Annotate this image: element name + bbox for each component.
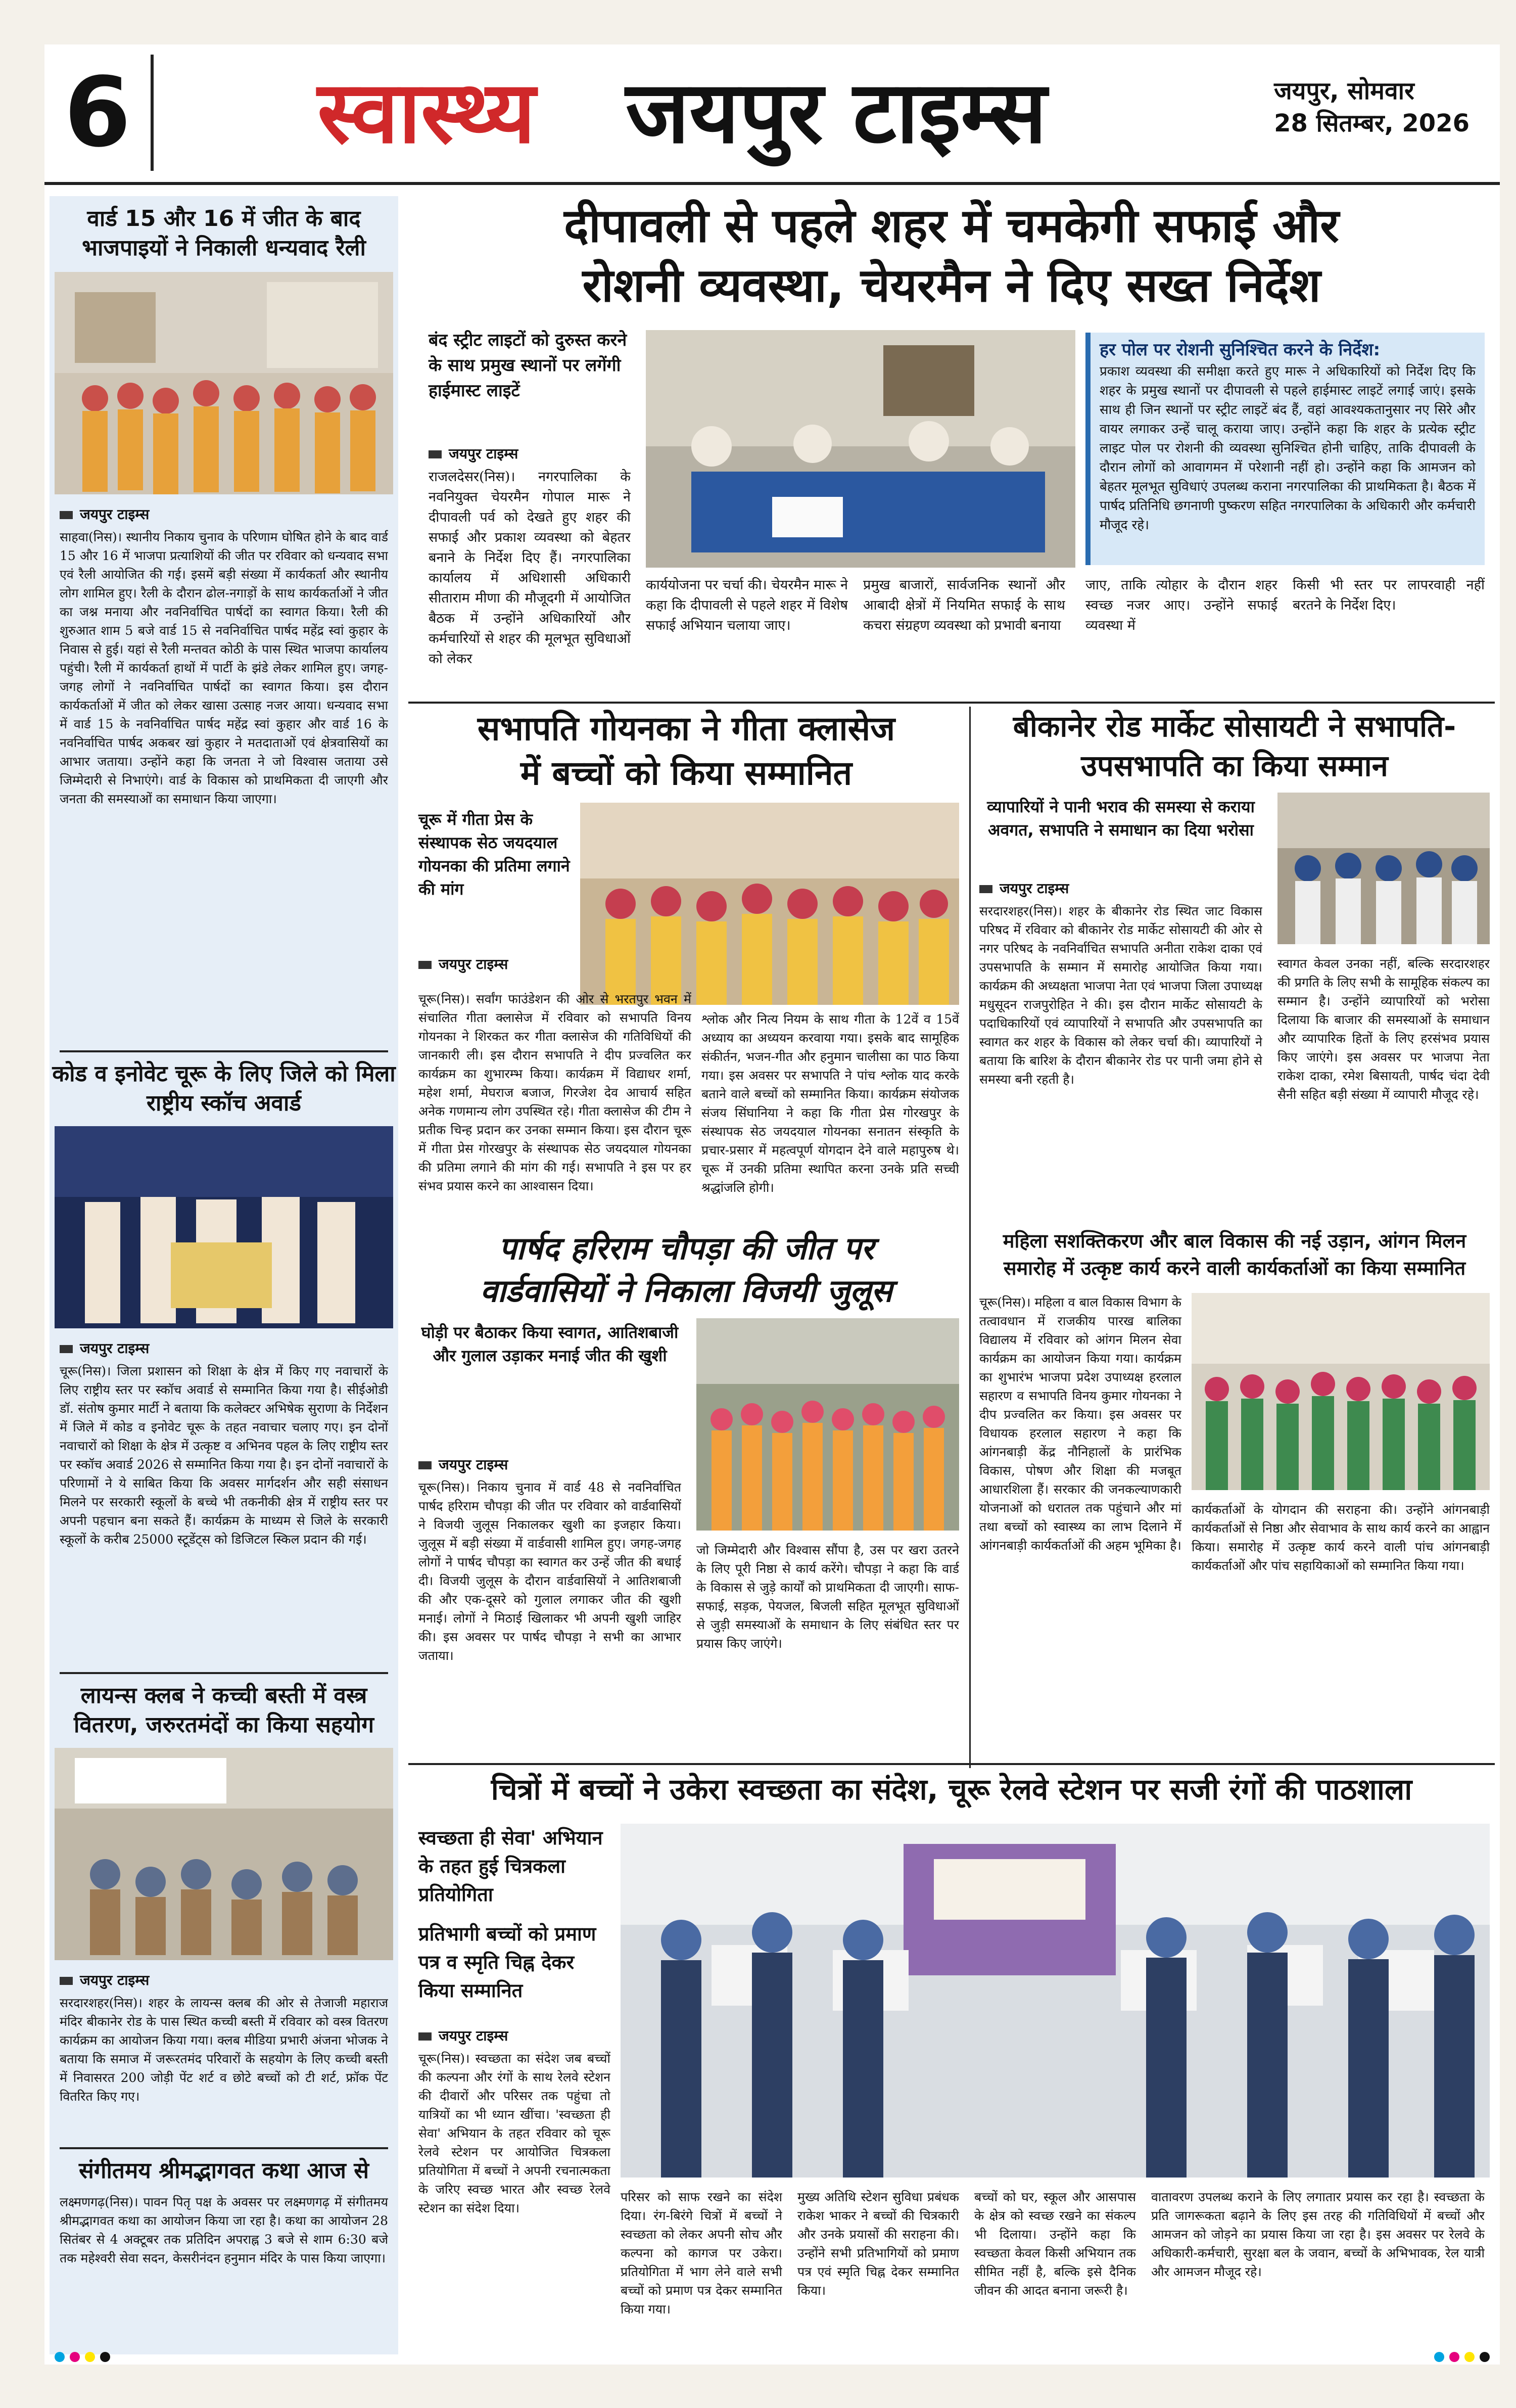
painting-photo: [621, 1824, 1490, 2178]
dateline: [1274, 75, 1470, 140]
left-divider-1: [60, 1050, 388, 1052]
procession-photo-image: [696, 1318, 959, 1531]
story4-body: लक्ष्मणगढ़(निस)। पावन पितृ पक्ष के अवसर पर लक्ष्मणगढ़ में संगीतमय श्रीमद्भागवत कथा का आयोजन किया जा रहा है। कथा का आयोजन 28 सितंबर से 4 अक्टूबर तक प्रतिदिन अपराह्न 3 बजे से शाम 6:30 बजे तक महेश्वरी सेवा सदन, केसरीनंदन हनुमान मंदिर के पास किया जाएगा।: [60, 2195, 388, 2265]
painting-body-2: परिसर को साफ रखने का संदेश दिया। रंग-बिरंगे चित्रों में बच्चों ने स्वच्छता को लेकर अपनी सोच और कल्पना को कागज पर उकेरा। प्रतियोगिता में भाग लेने वाले सभी बच्चों को प्रमाण पत्र देकर सम्मानित किया गया।: [621, 2190, 782, 2317]
lead-body-col5: किसी भी स्तर पर लापरवाही नहीं बरतने के निर्देश दिए।: [1293, 577, 1485, 613]
pull-box-title: हर पोल पर रोशनी सुनिश्चित करने के निर्देश:: [1100, 340, 1381, 360]
market-body: सरदारशहर(निस)। शहर के बीकानेर रोड स्थित जाट विकास परिषद में रविवार को बीकानेर रोड मार्केट सोसायटी की ओर से नगर परिषद के नवनिर्वाचित सभापति अनीता राकेश दाका एवं उपसभापति के सम्मान में समारोह आयोजित किया गया। कार्यक्रम की अध्यक्षता भाजपा नेता एवं भाजपा जिला उपाध्यक्ष मधुसूदन राजपुरोहित ने की। इस दौरान मार्केट सोसायटी के पदाधिकारियों एवं व्यापारियों ने सभापति और उपसभापति का स्वागत कर शहर के विकास को लेकर चर्चा की। व्यापारियों ने बताया कि बारिश के दौरान बीकानेर रोड पर पानी जमा होने से समस्या बनी रहती है।: [979, 904, 1262, 1087]
lead-body-col3: प्रमुख बाजारों, सार्वजनिक स्थानों और आबादी क्षेत्रों में नियमित सफाई के साथ कचरा संग्रहण व्यवस्था को प्रभावी बनाया: [863, 577, 1065, 633]
procession-photo: [696, 1318, 959, 1531]
market-subhead: व्यापारियों ने पानी भराव की समस्या से कराया अवगत, सभापति ने समाधान का दिया भरोसा: [987, 797, 1255, 840]
victory-story: [408, 1227, 964, 1763]
painting-sub1: स्वच्छता ही सेवा' अभियान के तहत हुई चित्रकला प्रतियोगिता: [418, 1827, 603, 1906]
meeting-photo-image: [646, 330, 1075, 568]
story3-body: सरदारशहर(निस)। शहर के लायन्स क्लब की ओर से तेजाजी महाराज मंदिर बीकानेर रोड के पास स्थित कच्ची बस्ती में रविवार को वस्त्र वितरण कार्यक्रम का आयोजन किया गया। क्लब मीडिया प्रभारी अंजना भोजक ने बताया कि समाज में जरूरतमंद परिवारों के सहयोग के लिए कच्ची बस्ती में निवासरत 200 जोड़ी पेंट शर्ट व छोटे बच्चों को टी शर्ट, फ्रॉक पेंट वितरित किए गए।: [60, 1996, 388, 2104]
aangan-body: चूरू(निस)। महिला व बाल विकास विभाग के तत्वावधान में राजकीय पारख बालिका विद्यालय में रविवार को आंगन मिलन सेवा कार्यक्रम का आयोजन किया गया। कार्यक्रम का शुभारंभ भाजपा प्रदेश उपाध्यक्ष हरलाल सहारण व सभापति विनय कुमार गोयनका ने दीप प्रज्वलित कर किया। इस अवसर पर विधायक हरलाल सहारण ने कहा कि आंगनबाड़ी केंद्र नौनिहालों के प्रारंभिक विकास, पोषण और शिक्षा की मजबूत आधारशिला हैं। सरकार की जनकल्याणकारी योजनाओं को धरातल तक पहुंचाने और मां तथा बच्चों को स्वास्थ्य का लाभ दिलाने में आंगनबाड़ी कार्यकर्ताओं की अहम भूमिका है।: [979, 1295, 1181, 1553]
painting-byline: जयपुर टाइम्स: [418, 2026, 610, 2045]
clothes-distribution-photo-image: [55, 1748, 393, 1960]
register-marks-image: [44, 2349, 1500, 2365]
lead-bottom-rule: [408, 702, 1495, 704]
gita-body: चूरू(निस)। सर्वांग फाउंडेशन की ओर से भरतपुर भवन में संचालित गीता क्लासेज में रविवार को सभापति विनय गोयनका ने शिरकत कर गीता क्लासेज की गतिविधियों की जानकारी ली। इस दौरान सभापति ने दीप प्रज्वलित कर कार्यक्रम का शुभारम्भ किया। कार्यक्रम में विद्याधर शर्मा, महेश शर्मा, मेघराज बजाज, गिरजेश देव आचार्य सहित अनेक गणमान्य लोग उपस्थित रहे। गीता क्लासेज की टीम ने प्रतीक चिन्ह प्रदान कर उनका सम्मान किया। इस दौरान चूरू में गीता प्रेस गोरखपुर के संस्थापक सेठ जयदयाल गोयनका की प्रतिमा लगाने की मांग की गई। सभापति ने इस पर हर संभव प्रयास करने का आश्वासन दिया।: [418, 992, 691, 1193]
award-photo: [55, 1126, 393, 1328]
aangan-photo: [1192, 1293, 1490, 1490]
story1-byline: जयपुर टाइम्स: [60, 504, 388, 524]
gita-subhead: चूरू में गीता प्रेस के संस्थापक सेठ जयदयाल गोयनका की प्रतिमा लगाने की मांग: [418, 810, 570, 899]
lead-headline-line1: दीपावली से पहले शहर में चमकेगी सफाई और: [564, 199, 1339, 253]
market-headline-line2: उपसभापति का किया सम्मान: [1081, 749, 1388, 783]
painting-body-5: वातावरण उपलब्ध कराने के लिए लगातार प्रयास कर रहा है। स्वच्छता के प्रति जागरूकता बढ़ाने के लिए इस तरह की गतिविधियों में बच्चों और आमजन को जोड़ने का प्रयास किया जा रहा है। इस अवसर पर रेलवे के अधिकारी-कर्मचारी, सुरक्षा बल के जवान, बच्चों के अभिभावक, रेल यात्री और आमजन मौजूद रहे।: [1151, 2190, 1485, 2279]
painting-sub2: प्रतिभागी बच्चों को प्रमाण पत्र व स्मृति चिह्न देकर किया सम्मानित: [418, 1923, 596, 2002]
lead-subhead: बंद स्ट्रीट लाइटों को दुरुस्त करने के साथ प्रमुख स्थानों पर लगेंगी हाईमास्ट लाइटें: [429, 330, 627, 401]
story2-headline: कोड व इनोवेट चूरू के लिए जिले को मिला राष्ट्रीय स्कॉच अवार्ड: [52, 1061, 396, 1116]
victory-byline: जयपुर टाइम्स: [418, 1455, 681, 1474]
market-byline: जयपुर टाइम्स: [979, 878, 1262, 898]
gita-headline-line2: में बच्चों को किया सम्मानित: [520, 754, 852, 793]
rally-photo-image: [55, 272, 393, 494]
masthead-divider: [151, 55, 154, 171]
meeting-photo: [646, 330, 1075, 568]
aangan-headline-line1: महिला सशक्तिकरण और बाल विकास की नई उड़ान, आंगन मिलन: [1003, 1230, 1466, 1252]
painting-photo-image: [621, 1824, 1490, 2178]
gita-byline: जयपुर टाइम्स: [418, 954, 570, 974]
gita-photo-image: [580, 803, 959, 1005]
mid-vertical-rule: [969, 707, 971, 1768]
lead-story: [408, 196, 1495, 702]
gita-story: [408, 707, 964, 1222]
aangan-headline-line2: समारोह में उत्कृष्ट कार्य करने वाली कार्यकर्ताओं का किया सम्मानित: [1003, 1257, 1466, 1279]
gita-body-2: श्लोक और नित्य नियम के साथ गीता के 12वें व 15वें अध्याय का अध्ययन करवाया गया। इसके बाद सामूहिक संकीर्तन, भजन-गीत और हनुमान चालीसा का पाठ किया गया। इस अवसर पर सभापति ने पांच श्लोक याद करके बताने वाले बच्चों को सम्मानित किया। कार्यक्रम संयोजक संजय सिंघानिया ने कहा कि गीता प्रेस गोरखपुर के संस्थापक सेठ जयदयाल गोयनका सनातन संस्कृति के प्रचार-प्रसार में महत्वपूर्ण योगदान देने वाले महापुरुष थे। चूरू में उनकी प्रतिमा स्थापित करना उनके प्रति सच्ची श्रद्धांजलि होगी।: [701, 1012, 959, 1195]
lead-body-col2: कार्ययोजना पर चर्चा की। चेयरमैन मारू ने कहा कि दीपावली से पहले शहर में विशेष सफाई अभियान चलाया जाए।: [646, 577, 848, 633]
painting-body-1: चूरू(निस)। स्वच्छता का संदेश जब बच्चों की कल्पना और रंगों के साथ रेलवे स्टेशन की दीवारों और परिसर तक पहुंचा तो यात्रियों का भी ध्यान खींचा। 'स्वच्छता ही सेवा' अभियान के तहत रविवार को चूरू रेलवे स्टेशन पर आयोजित चित्रकला प्रतियोगिता में बच्चों ने अपनी रचनात्मकता के जरिए स्वच्छ भारत और स्वच्छ रेलवे स्टेशन का संदेश दिया।: [418, 2051, 610, 2215]
victory-body: चूरू(निस)। निकाय चुनाव में वार्ड 48 से नवनिर्वाचित पार्षद हरिराम चौपड़ा की जीत पर रविवार को वार्डवासियों ने विजयी जुलूस निकालकर खुशी का इजहार किया। जुलूस में बड़ी संख्या में वार्डवासी शामिल हुए। जगह-जगह लोगों ने पार्षद चौपड़ा का स्वागत कर उन्हें जीत की बधाई दी। विजयी जुलूस के दौरान वार्डवासियों ने आतिशबाजी की और एक-दूसरे को गुलाल लगाकर जीत की खुशी मनाई। लोगों ने मिठाई खिलाकर भी अपनी खुशी जाहिर की। इस अवसर पर पार्षद चौपड़ा ने सभी का आभार जताया।: [418, 1480, 681, 1663]
story1-headline: वार्ड 15 और 16 में जीत के बाद भाजपाइयों ने निकाली धन्यवाद रैली: [82, 206, 366, 261]
lead-body-col1: राजलदेसर(निस)। नगरपालिका के नवनियुक्त चेयरमैन गोपाल मारू ने दीपावली पर्व को देखते हुए शहर की सफाई और प्रकाश व्यवस्था को बेहतर बनाने के निर्देश दिए हैं। नगरपालिका कार्यालय में अधिशासी अधिकारी सीताराम मीणा की मौजूदगी में आयोजित बैठक में उन्होंने अधिकारियों और कर्मचारियों से शहर की मूलभूत सुविधाओं को लेकर: [429, 469, 631, 667]
victory-subhead: घोड़ी पर बैठाकर किया स्वागत, आतिशबाजी और गुलाल उड़ाकर मनाई जीत की खुशी: [421, 1323, 679, 1365]
aangan-story: [974, 1227, 1495, 1763]
left-divider-2: [60, 1672, 388, 1674]
market-headline-line1: बीकानेर रोड मार्केट सोसायटी ने सभापति-: [1013, 709, 1456, 744]
victory-headline-line1: पार्षद हरिराम चौपड़ा की जीत पर: [498, 1230, 874, 1267]
lead-headline-line2: रोशनी व्यवस्था, चेयरमैन ने दिए सख्त निर्देश: [582, 258, 1321, 312]
painting-story: [408, 1768, 1495, 2354]
paper-title: जयपुर टाइम्स: [626, 63, 1047, 163]
story1-body: साहवा(निस)। स्थानीय निकाय चुनाव के परिणाम घोषित होने के बाद वार्ड 15 और 16 में भाजपा प्रत्याशियों की जीत पर रविवार को धन्यवाद सभा एवं रैली आयोजित की गई। इसमें बड़ी संख्या में कार्यकर्ता और स्थानीय लोग शामिल हुए। रैली के दौरान ढोल-नगाड़ों के साथ कार्यकर्ताओं ने जीत का जश्न मनाया और नवनिर्वाचित पार्षदों का स्वागत किया। रैली की शुरुआत शाम 5 बजे वार्ड 15 से नवनिर्वाचित पार्षद महेंद्र स्वां कुहार के निवास से हुई। यहां से रैली मन्तवत कोठी के पास स्थित भाजपा कार्यालय पहुंची। रैली में कार्यकर्ता हाथों में पार्टी के झंडे लेकर शामिल हुए। जगह-जगह लोगों ने नवनिर्वाचित पार्षदों का स्वागत किया। इस दौरान कार्यकर्ताओं में जीत को लेकर खासा उत्साह नजर आया। धन्यवाद सभा में वार्ड 15 के नवनिर्वाचित पार्षद महेंद्र स्वां कुहार और वार्ड 16 के नवनिर्वाचित पार्षद अकबर खां कुहार ने मतदाताओं एवं क्षेत्रवासियों का आभार जताया। उन्होंने कहा कि जनता ने जो विश्वास जताया उसे जिम्मेदारी से निभाएंगे। वार्ड के विकास को प्राथमिकता दी जाएगी और जनता की समस्याओं का समाधान किया जाएगा।: [60, 530, 388, 806]
masthead: [44, 44, 1500, 185]
market-photo-image: [1277, 793, 1490, 944]
story2-body: चूरू(निस)। जिला प्रशासन को शिक्षा के क्षेत्र में किए गए नवाचारों के लिए राष्ट्रीय स्तर पर स्कॉच अवार्ड से सम्मानित किया गया है। सीईओडी डॉ. संतोष कुमार मार्टी ने बताया कि कलेक्टर अभिषेक सुराणा के निर्देशन में जिले में कोड व इनोवेट चूरू के तहत नवाचार चलाए गए। इन दोनों नवाचारों को शिक्षा के क्षेत्र में उत्कृष्ट व अभिनव पहल के लिए राष्ट्रीय स्तर पर स्कॉच अवार्ड 2026 से सम्मानित किया गया है। इन दोनों नवाचारों के परिणामों ने ये साबित किया कि अवसर मार्गदर्शन और सही संसाधन मिलने पर सरकारी स्कूलों के बच्चे भी तकनीकी क्षेत्र में राष्ट्रीय स्तर पर अपनी पहचान बना सकते हैं। कार्यक्रम के माध्यम से जिले के सरकारी स्कूलों के करीब 25000 स्टूडेंट्स को डिजिटल स्किल प्रदान की गई।: [60, 1364, 388, 1547]
painting-body-3: मुख्य अतिथि स्टेशन सुविधा प्रबंधक राकेश भाकर ने बच्चों की चित्रकारी और उनके प्रयासों की सराहना की। उन्होंने सभी प्रतिभागियों को प्रमाण पत्र एवं स्मृति चिह्न देकर सम्मानित किया।: [797, 2190, 959, 2298]
victory-body-2: जो जिम्मेदारी और विश्वास सौंपा है, उस पर खरा उतरने के लिए पूरी निष्ठा से कार्य करेंगे। चौपड़ा ने कहा कि वार्ड के विकास से जुड़े कार्यों को प्राथमिकता दी जाएगी। साफ-सफाई, सड़क, पेयजल, बिजली सहित मूलभूत सुविधाओं से जुड़ी समस्याओं के समाधान के लिए संबंधित स्तर पर प्रयास किए जाएंगे।: [696, 1543, 959, 1651]
market-story: [974, 707, 1495, 1222]
market-body-2: स्वागत केवल उनका नहीं, बल्कि सरदारशहर की प्रगति के लिए सभी के सामूहिक संकल्प का सम्मान है। उन्होंने व्यापारियों को भरोसा दिलाया कि बाजार की समस्याओं के समाधान और व्यापारिक हितों के लिए हरसंभव प्रयास किए जाएंगे। इस अवसर पर भाजपा नेता राकेश दाका, रमेश बिसायती, पार्षद चंदा देवी सैनी सहित बड़ी संख्या में व्यापारी मौजूद रहे।: [1277, 956, 1490, 1102]
painting-headline: चित्रों में बच्चों ने उकेरा स्वच्छता का संदेश, चूरू रेलवे स्टेशन पर सजी रंगों की पाठशाला: [491, 1772, 1412, 1807]
rally-photo: [55, 272, 393, 494]
left-divider-3: [60, 2147, 388, 2149]
pull-box-body: प्रकाश व्यवस्था की समीक्षा करते हुए मारू ने अधिकारियों को निर्देश दिए कि शहर के प्रमुख स्थानों पर दीपावली से पहले हाईमास्ट लाइटें लगाई जाएं। इसके साथ ही जिन स्थानों पर स्ट्रीट लाइटें बंद हैं, वहां आवश्यकतानुसार नए सिरे और वायर लगाकर उन्हें चालू कराया जाए। उन्होंने कहा कि शहर के प्रत्येक स्ट्रीट लाइट पोल पर रोशनी की व्यवस्था सुनिश्चित होनी चाहिए, ताकि दीपावली के दौरान लोगों को आवागमन में परेशानी नहीं हो। उन्होंने कहा कि आमजन को बेहतर मूलभूत सुविधाएं उपलब्ध कराना नगरपालिका की प्राथमिकता है। बैठक में पार्षद प्रतिनिधि छगनाणी पुष्करण सहित नगरपालिका के अधिकारी और कर्मचारी मौजूद रहे।: [1100, 364, 1476, 533]
story3-byline: जयपुर टाइम्स: [60, 1970, 388, 1989]
bottom-top-rule: [408, 1763, 1495, 1765]
lead-pull-box: [1085, 333, 1485, 565]
aangan-body-2: कार्यकर्ताओं के योगदान की सराहना की। उन्होंने आंगनबाड़ी कार्यकर्ताओं से निष्ठा और सेवाभाव के साथ कार्य करने का आह्वान किया। समारोह में उत्कृष्ट कार्य करने वाली पांच आंगनबाड़ी कार्यकर्ताओं और पांच सहायिकाओं को सम्मानित किया गया।: [1192, 1502, 1490, 1573]
victory-headline-line2: वार्डवासियों ने निकाला विजयी जुलूस: [480, 1272, 892, 1309]
aangan-photo-image: [1192, 1293, 1490, 1490]
market-photo: [1277, 793, 1490, 944]
gita-photo: [580, 803, 959, 1005]
painting-body-4: बच्चों को घर, स्कूल और आसपास के क्षेत्र को स्वच्छ रखने का संकल्प भी दिलाया। उन्होंने कहा कि स्वच्छता केवल किसी अभियान तक सीमित नहीं है, बल्कि इसे दैनिक जीवन की आदत बनाना जरूरी है।: [974, 2190, 1136, 2298]
print-register-marks: [44, 2349, 1500, 2365]
lead-body-col4: जाए, ताकि त्योहार के दौरान शहर स्वच्छ नजर आए। उन्होंने सफाई व्यवस्था में: [1085, 577, 1277, 633]
story2-byline: जयपुर टाइम्स: [60, 1338, 388, 1358]
gita-headline-line1: सभापति गोयनका ने गीता क्लासेज: [477, 709, 895, 748]
left-column: [50, 196, 398, 2354]
story4-headline: संगीतमय श्रीमद्भागवत कथा आज से: [78, 2158, 369, 2184]
clothes-distribution-photo: [55, 1748, 393, 1960]
section-title: स्वास्थ्य: [317, 63, 536, 163]
issue-date: 28 सितम्बर, 2026: [1274, 109, 1470, 137]
award-photo-image: [55, 1126, 393, 1328]
lead-byline: जयपुर टाइम्स: [429, 444, 631, 463]
page-number: 6: [64, 57, 131, 168]
story3-headline: लायन्स क्लब ने कच्ची बस्ती में वस्त्र वितरण, जरुरतमंदों का किया सहयोग: [74, 1683, 374, 1738]
newspaper-page: [44, 44, 1500, 2365]
city-day: जयपुर, सोमवार: [1274, 77, 1414, 105]
